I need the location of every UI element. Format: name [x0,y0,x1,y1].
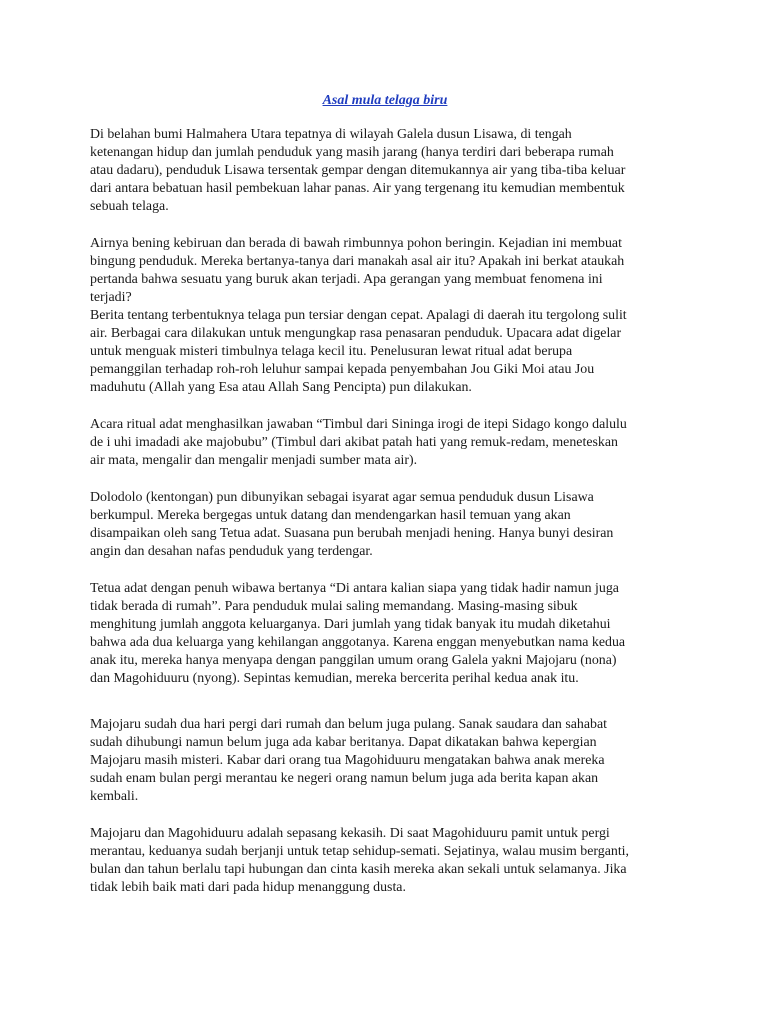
paragraph-line: sudah dihubungi namun belum juga ada kabar beritanya. Dapat dikatakan bahwa kepergian [90,735,597,750]
paragraph-line: merantau, keduanya sudah berjanji untuk tetap sehidup-semati. Sejatinya, walau musim berganti, [90,844,630,859]
paragraph-line: anak itu, mereka hanya menyapa dengan panggilan umum orang Galela yakni Majojaru (nona) [90,653,617,668]
document-page [90,92,680,897]
paragraph-line: Majojaru masih misteri. Kabar dari orang tua Magohiduuru mengatakan bahwa anak mereka [90,753,605,768]
paragraph-3 [90,307,680,397]
paragraph-line: Acara ritual adat menghasilkan jawaban “Timbul dari Sininga irogi de itepi Sidago kongo dalulu [90,417,627,432]
paragraph-line: angin dan desahan nafas penduduk yang terdengar. [90,544,373,559]
paragraph-line: kembali. [90,789,139,804]
paragraph-1 [90,126,680,216]
paragraph-spacer [90,806,680,825]
paragraph-line: atau dadaru), penduduk Lisawa tersentak gempar dengan ditemukannya air yang tiba-tiba keluar [90,163,626,178]
paragraph-line: air. Berbagai cara dilakukan untuk mengungkap rasa penasaran penduduk. Upacara adat digelar [90,326,622,341]
paragraph-line: berkumpul. Mereka bergegas untuk datang dan mendengarkan hasil temuan yang akan [90,508,571,523]
paragraph-line: sudah enam bulan pergi merantau ke negeri orang namun belum juga ada berita kapan akan [90,771,599,786]
paragraph-line: pertanda bahwa sesuatu yang buruk akan terjadi. Apa gerangan yang membuat fenomena ini [90,272,603,287]
paragraph-line: Di belahan bumi Halmahera Utara tepatnya di wilayah Galela dusun Lisawa, di tengah [90,127,572,142]
paragraph-spacer [90,470,680,489]
paragraph-line: dan Magohiduuru (nyong). Sepintas kemudian, mereka bercerita perihal kedua anak itu. [90,671,579,686]
paragraph-line: terjadi? [90,290,132,305]
paragraph-6 [90,580,680,688]
paragraph-line: maduhutu (Allah yang Esa atau Allah Sang Pencipta) pun dilakukan. [90,380,472,395]
paragraph-spacer [90,397,680,416]
paragraph-line: disampaikan oleh sang Tetua adat. Suasana pun berubah menjadi hening. Hanya bunyi desiran [90,526,614,541]
paragraph-line: pemanggilan terhadap roh-roh leluhur sampai kepada penyembahan Jou Giki Moi atau Jou [90,362,595,377]
paragraph-7 [90,716,680,806]
paragraph-line: Majojaru dan Magohiduuru adalah sepasang kekasih. Di saat Magohiduuru pamit untuk pergi [90,826,610,841]
paragraph-line: Tetua adat dengan penuh wibawa bertanya “Di antara kalian siapa yang tidak hadir namun juga [90,581,619,596]
paragraph-line: bingung penduduk. Mereka bertanya-tanya dari manakah asal air itu? Apakah ini berkat ataukah [90,254,625,269]
paragraph-line: air mata, mengalir dan mengalir menjadi sumber mata air). [90,453,418,468]
paragraph-4 [90,416,680,470]
paragraph-8 [90,825,680,897]
paragraph-line: tidak lebih baik mati dari pada hidup menanggung dusta. [90,880,406,895]
paragraph-line: dari antara bebatuan hasil pembekuan lahar panas. Air yang tergenang itu kemudian membentuk [90,181,625,196]
paragraph-spacer [90,688,680,716]
paragraph-line: bahwa ada dua keluarga yang kehilangan anggotanya. Karena enggan menyebutkan nama kedua [90,635,626,650]
paragraph-line: bulan dan tahun berlalu tapi hubungan dan cinta kasih mereka akan sekali untuk selamanya. Jika [90,862,627,877]
paragraph-line: Majojaru sudah dua hari pergi dari rumah dan belum juga pulang. Sanak saudara dan sahabat [90,717,608,732]
paragraph-spacer [90,561,680,580]
paragraph-spacer [90,216,680,235]
paragraph-line: tidak berada di rumah”. Para penduduk mulai saling memandang. Masing-masing sibuk [90,599,578,614]
paragraph-line: sebuah telaga. [90,199,169,214]
paragraph-line: de i uhi imadadi ake majobubu” (Timbul dari akibat patah hati yang remuk-redam, meneteskan [90,435,618,450]
paragraph-line: Airnya bening kebiruan dan berada di bawah rimbunnya pohon beringin. Kejadian ini membuat [90,236,622,251]
paragraph-2 [90,235,680,307]
paragraph-line: untuk menguak misteri timbulnya telaga kecil itu. Penelusuran lewat ritual adat berupa [90,344,573,359]
paragraph-line: Dolodolo (kentongan) pun dibunyikan sebagai isyarat agar semua penduduk dusun Lisawa [90,490,594,505]
paragraph-5 [90,489,680,561]
paragraph-line: menghitung jumlah anggota keluarganya. Dari jumlah yang tidak banyak itu mudah diketahui [90,617,611,632]
document-title[interactable]: Asal mula telaga biru [322,93,448,108]
paragraph-line: Berita tentang terbentuknya telaga pun tersiar dengan cepat. Apalagi di daerah itu tergolong sulit [90,308,627,323]
paragraph-line: ketenangan hidup dan jumlah penduduk yang masih jarang (hanya terdiri dari beberapa rumah [90,145,614,160]
